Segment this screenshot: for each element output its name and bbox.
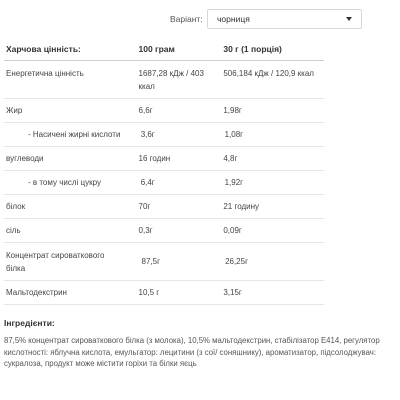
row-name: Концентрат сироваткового білка — [6, 250, 105, 273]
row-per100: 1687,28 кДж / 403 ккал — [138, 69, 204, 91]
row-name: Жир — [6, 106, 23, 115]
nutrition-table — [4, 39, 324, 305]
variant-label: Варіант: — [170, 14, 203, 24]
ingredients-text: 87,5% концентрат сироваткового білка (з молока), 10,5% мальтодекстрин, стабілізатор E414, регулятор кислотності: яблучна кислота, емульгатор: лецитини (з сої/ соняшнику), ароматизатор, підсолоджувач: сукралоза, продукт може містити горіхи та білки яєць — [4, 336, 380, 368]
nutrition-table-header — [4, 39, 324, 61]
table-row — [4, 195, 324, 219]
row-per100: 3,6г — [140, 130, 155, 139]
row-per100: 70г — [138, 202, 151, 211]
row-per-serving: 1,98г — [223, 106, 242, 115]
table-row — [4, 219, 324, 243]
row-name: - Насичені жирні кислоти — [28, 130, 121, 139]
table-row — [4, 281, 324, 305]
row-per-serving: 3,15г — [223, 288, 242, 297]
variant-selected-value: чорниця — [217, 14, 250, 24]
table-row — [4, 61, 324, 99]
ingredients-title: Інгредієнти: — [4, 318, 55, 328]
row-per100: 0,3г — [138, 226, 153, 235]
row-name: сіль — [6, 226, 21, 235]
table-row — [4, 99, 324, 123]
row-per100: 10,5 г — [138, 288, 160, 297]
row-per100: 6,6г — [138, 106, 153, 115]
row-name: вуглеводи — [6, 154, 44, 163]
table-row — [4, 243, 324, 281]
row-per-serving: 4,8г — [223, 154, 238, 163]
header-per-serving: 30 г (1 порція) — [223, 44, 282, 54]
row-per100: 16 годин — [138, 154, 171, 163]
ingredients-section — [4, 318, 396, 370]
row-per100: 6,4г — [140, 178, 155, 187]
row-per-serving: 1,08г — [224, 130, 244, 139]
row-name: - в тому числі цукру — [28, 178, 101, 187]
row-name: Енергетична цінність — [6, 69, 84, 78]
table-row — [4, 123, 324, 147]
table-row — [4, 147, 324, 171]
header-name: Харчова цінність: — [6, 44, 81, 54]
row-name: Мальтодекстрин — [6, 288, 67, 297]
row-per-serving: 21 годину — [223, 202, 260, 211]
row-per-serving: 26,25г — [225, 257, 248, 266]
chevron-down-icon — [346, 17, 352, 21]
row-per-serving: 0,09г — [223, 226, 242, 235]
variant-row — [170, 9, 362, 29]
header-per100: 100 грам — [138, 44, 175, 54]
row-per100: 87,5г — [141, 257, 161, 266]
row-name: білок — [6, 202, 26, 211]
variant-select[interactable] — [207, 9, 362, 29]
row-per-serving: 506,184 кДж / 120,9 ккал — [223, 69, 314, 78]
table-row — [4, 171, 324, 195]
row-per-serving: 1,92г — [224, 178, 244, 187]
